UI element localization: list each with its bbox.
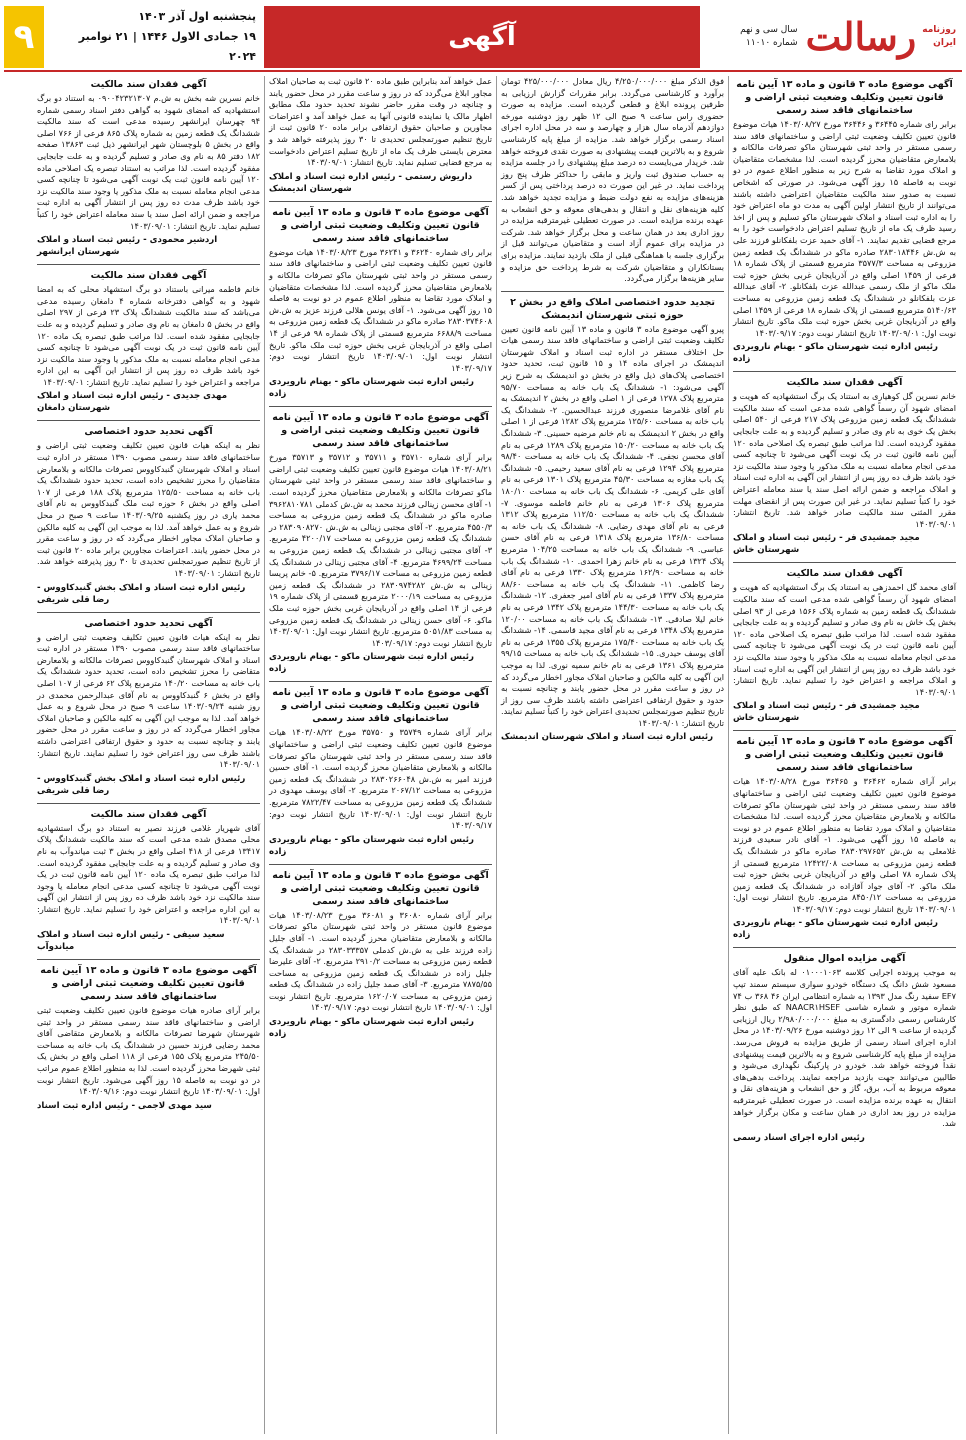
ad-title: آگهی موضوع ماده ۳ قانون و ماده ۱۳ آیین نامه قانون تعیین وتکلیف وضعیت ثبتی اراضی و ساختمانهای فاقد سند رسمی: [736, 79, 953, 116]
ad-block: [37, 808, 260, 953]
ad-body: پیرو آگهی موضوع ماده ۳ قانون و ماده ۱۳ آیین نامه قانون تعیین تکلیف وضعیت ثبتی اراضی و ساختمانهای فاقد سند رسمی هیات حل اختلاف مستقر در اداره ثبت اسناد و املاک شهرستان اندیمشک در اجرای ماده ۱۴ و ۱۵ قانون ثبت، تحدید حدود اختصاصی پلاک‌های ذیل واقع در بخش دو اندیمشک به شرح زیر آگهی می‌شود: ۱- ششدانگ یک باب خانه به مساحت ۹۵/۷۰ مترمربع پلاک ۱۲۷۸ فرعی از ۱ اصلی واقع در بخش ۲ اندیمشک به نام آقای غلامرضا منصوری فرزند عبدالحسین. ۲- ششدانگ یک باب خانه به مساحت ۱۲۵/۶۰ مترمربع پلاک ۱۲۸۲ فرعی از ۱ اصلی واقع در بخش ۲ اندیمشک به نام خانم مرضیه حسینی. ۳- ششدانگ یک باب خانه به مساحت ۱۵۰/۲۰ مترمربع پلاک ۱۲۸۹ فرعی به نام آقای محسن نجفی. ۴- ششدانگ یک باب خانه به مساحت ۹۸/۴۰ مترمربع پلاک ۱۲۹۴ فرعی به نام آقای سعید رحیمی. ۵- ششدانگ یک باب مغازه به مساحت ۴۵/۳۰ مترمربع پلاک ۱۳۰۱ فرعی به نام آقای علی کریمی. ۶- ششدانگ یک باب خانه به مساحت ۱۸۰/۱۰ مترمربع پلاک ۱۳۰۶ فرعی به نام خانم فاطمه موسوی. ۷- ششدانگ یک باب خانه به مساحت ۱۱۲/۵۰ مترمربع پلاک ۱۳۱۲ فرعی به نام آقای مهدی رضایی. ۸- ششدانگ یک باب خانه به مساحت ۱۳۶/۸۰ مترمربع پلاک ۱۳۱۸ فرعی به نام آقای حسن عباسی. ۹- ششدانگ یک باب خانه به مساحت ۱۰۴/۲۵ مترمربع پلاک ۱۳۲۴ فرعی به نام خانم زهرا احمدی. ۱۰- ششدانگ یک باب خانه به مساحت ۱۶۲/۹۰ مترمربع پلاک ۱۳۳۰ فرعی به نام آقای رضا کاظمی. ۱۱- ششدانگ یک باب خانه به مساحت ۸۸/۶۰ مترمربع پلاک ۱۳۳۷ فرعی به نام آقای امیر جعفری. ۱۲- ششدانگ یک باب خانه به مساحت ۱۴۴/۳۰ مترمربع پلاک ۱۳۴۲ فرعی به نام خانم لیلا صادقی. ۱۳- ششدانگ یک باب خانه به مساحت ۱۲۰/۰۰ مترمربع پلاک ۱۳۴۸ فرعی به نام آقای مجید قاسمی. ۱۴- ششدانگ یک باب خانه به مساحت ۱۷۵/۴۰ مترمربع پلاک ۱۳۵۵ فرعی به نام آقای یوسف حیدری. ۱۵- ششدانگ یک باب خانه به مساحت ۹۹/۱۵ مترمربع پلاک ۱۳۶۱ فرعی به نام خانم سمیه نوری. لذا به موجب این آگهی به کلیه مالکین و صاحبان املاک مجاور اخطار می‌گردد که در روز و ساعت مقرر در محل حضور یابند و چنانچه نسبت به حدود و حقوق ارتفاقی اعتراضی داشته باشند ظرف سی روز از تاریخ تنظیم صورتمجلس تحدیدی اعتراض خود را کتباً تسلیم نمایند. تاریخ انتشار: ۱۴۰۳/۰۹/۰۱: [500, 323, 725, 728]
ad-separator: [37, 803, 260, 804]
ad-body: خانم نسرین شه بخش به ش.م ۰۹۰۰۴۲۳۲۱۳۰۷ به استناد دو برگ استشهادیه که امضای شهود به گواهی دفتر اسناد رسمی شماره ۹۴ چهرسان ایرانشهر رسیده مدعی است که سند مالکیت ششدانگ یک قطعه زمین به شماره پلاک ۸۶۵ فرعی از ۷۶۶ اصلی واقع در بخش ۵ بلوچستان شهر ایرانشهر ذیل ثبت ۱۳۸۶۳ صفحه ۱۸۲ دفتر ۸۵ به نام وی صادر و تسلیم گردیده و به علت جابجایی مفقود گردیده است. لذا مراتب به استناد تبصره یک اصلاحی ماده ۱۲۰ آیین نامه قانون ثبت یک نوبت آگهی می‌شود تا چنانچه کسی مدعی انجام معامله نسبت به ملک مذکور یا وجود سند مالکیت نزد خود باشد ظرف مدت ده روز پس از انتشار آگهی به اداره ثبت مراجعه و ضمن ارائه اصل سند یا سند معامله اعتراض خود را کتباً تسلیم نماید. تاریخ انتشار: ۱۴۰۳/۰۹/۰۱: [37, 93, 260, 231]
ad-signature: داریوش رستمی - رئیس اداره ثبت اسناد و املاک شهرستان اندیمشک: [269, 171, 473, 194]
brand-sub: ایران: [933, 38, 956, 48]
ad-separator: [501, 291, 724, 292]
ad-title: تجدید حدود اختصاصی املاک واقع در بخش ۲ حوزه ثبتی شهرستان اندیمشک: [510, 296, 715, 321]
ad-body: فوق الذکر مبلغ ۴/۲۵۰/۰۰۰/۰۰۰ ریال معادل ۴۲۵/۰۰۰/۰۰۰ تومان برآورد و کارشناسی می‌گردد. برابر مقررات گزارش ارزیابی به طرفین پرونده ابلاغ و قطعی گردیده است. مزایده به صورت حضوری راس ساعت ۹ صبح الی ۱۲ ظهر روز دوشنبه مورخه دوازدهم آذرماه سال هزار و چهارصد و سه در محل اداره اجرای اسناد رسمی برگزار خواهد شد. مزایده از مبلغ پایه کارشناسی شروع و به بالاترین قیمت پیشنهادی به صورت نقدی فروخته خواهد شد. خریدار می‌بایست ده درصد مبلغ پیشنهادی را در جلسه مزایده به حساب صندوق ثبت واریز و مابقی را حداکثر ظرف پنج روز پرداخت نماید. در غیر این صورت ده درصد پرداختی پس از کسر هزینه‌های مزایده به نفع دولت ضبط و مزایده تجدید خواهد شد. کلیه هزینه‌های نقل و انتقال و بدهی‌های معوقه و حق انشعاب به عهده برنده مزایده است. در صورت تعطیلی غیرمترقبه مزایده در روز اداری بعد در همان ساعت و محل برگزار خواهد شد. شرکت در مزایده برای عموم آزاد است و متقاضیان می‌توانند قبل از برگزاری جلسه با هماهنگی قبلی از ملک بازدید نمایند. مزایده برای بستانکاران و متقاضیان شرکت به شرط پرداخت حق مزایده و سایر هزینه‌ها برگزار می‌گردد.: [501, 76, 724, 284]
ad-signature: سید مهدی لاجمی - رئیس اداره ثبت اسناد: [37, 1100, 212, 1111]
ad-block: [501, 296, 724, 744]
ad-block: [269, 206, 492, 401]
page-header: [4, 6, 962, 68]
ad-title: آگهی فقدان سند مالکیت: [786, 568, 903, 580]
year-label: سال سی و نهم: [740, 25, 798, 35]
ad-separator: [37, 264, 260, 265]
ad-signature: رئیس اداره ثبت اسناد و املاک شهرستان اندیمشک: [501, 732, 714, 743]
ad-block: [37, 964, 260, 1112]
ad-body: برابر آرای شماره ۳۵۷۴۹ و ۳۵۷۵۰ مورخ ۱۴۰۳/۰۸/۲۲ هیات موضوع قانون تعیین تکلیف وضعیت ثبتی اراضی و ساختمانهای فاقد سند رسمی مستقر در واحد ثبتی شهرستان ماکو تصرفات مالکانه و بلامعارض متقاضیان محرز گردیده است. ۱- آقای حسین فرزند امیر به ش.ش ۲۸۳۰۲۶۶۰۴۸ در ششدانگ یک قطعه زمین مزروعی به مساحت ۲۰۶۷/۱۲ مترمربع. ۲- آقای یوسف مهدوی در ششدانگ یک قطعه زمین مزروعی به مساحت ۷۸۲۲/۴۷ مترمربع. تاریخ انتشار نوبت اول: ۱۴۰۳/۰۹/۰۱ تاریخ انتشار نوبت دوم: ۱۴۰۳/۰۹/۱۷: [269, 727, 493, 831]
column-divider: [496, 76, 497, 1434]
ad-title: آگهی فقدان سند مالکیت: [786, 377, 903, 389]
ad-body: آقای شهریار غلامی فرزند نصیر به استناد دو برگ استشهادیه محلی مصدق شده مدعی است که سند مالکیت ششدانگ پلاک ۱۳۴۱۷ فرعی از ۴۱۸ اصلی واقع در بخش ۳ ثبت میاندوآب به نام وی صادر و تسلیم گردیده و به علت جابجایی مفقود گردیده است. لذا مراتب طبق تبصره یک ماده ۱۲۰ آیین نامه قانون ثبت در یک نوبت آگهی می‌شود تا چنانچه کسی مدعی انجام معامله یا وجود سند مالکیت نزد خود باشد ظرف ده روز پس از انتشار این آگهی به این اداره مراجعه و اعتراض خود را تسلیم نماید. تاریخ انتشار: ۱۴۰۳/۰۹/۰۱: [37, 822, 260, 926]
ad-signature: رئیس اداره اجرای اسناد رسمی: [733, 1132, 865, 1143]
ad-signature: مهدی جدیدی - رئیس اداره ثبت اسناد و املاک شهرستان دامغان: [37, 391, 228, 414]
ad-signature: رئیس اداره ثبت شهرستان ماکو - بهنام نارویردی زاده: [269, 1017, 474, 1040]
ad-column-1: [729, 76, 960, 1434]
ad-signature: رئیس اداره ثبت شهرستان ماکو - بهنام نارویردی زاده: [733, 918, 938, 941]
date-line-1: پنجشنبه اول آذر ۱۴۰۳: [138, 10, 256, 23]
ad-separator: [37, 612, 260, 613]
ad-body: برابر آرای شماره ۳۶۰۸۰ و ۳۶۰۸۱ مورخ ۱۴۰۳/۰۸/۲۳ هیات موضوع قانون مستقر در واحد ثبتی شهرستان ماکو تصرفات مالکانه و بلامعارض متقاضیان محرز گردیده است. ۱- آقای جلیل زاده فرزند علی به ش.ش کدملی ۲۸۳۰۳۳۳۵۷ در ششدانگ یک قطعه زمین مزروعی به مساحت ۲۹۱۰/۲ مترمربع. ۲- آقای علیرضا جلیل زاده در ششدانگ یک قطعه زمین مزروعی به مساحت ۷۸۷۵/۵۵ مترمربع. ۳- آقای صمد جلیل زاده در ششدانگ یک قطعه زمین مزروعی به مساحت ۱۶۲۰/۰۷ مترمربع. تاریخ انتشار نوبت اول: ۱۴۰۳/۰۹/۰۱ تاریخ انتشار نوبت دوم: ۱۴۰۳/۰۹/۱۷: [269, 909, 492, 1013]
ad-body: برابر آرای شماره ۳۶۴۶۲ و ۳۶۴۶۵ مورخ ۱۴۰۳/۰۸/۲۸ هیات موضوع قانون تعیین تکلیف وضعیت ثبتی اراضی و ساختمانهای فاقد سند رسمی مستقر در واحد ثبتی شهرستان ماکو تصرفات مالکانه و بلامعارض متقاضیان محرز گردیده است. لذا مشخصات متقاضیان و املاک مورد تقاضا به منظور اطلاع عموم در دو نوبت به فاصله ۱۵ روز آگهی می‌شود. ۱- آقای نادر سعیدی فرزند غلامعلی به ش.ش ۲۸۳۰۲۹۷۶۵۲ صادره ماکو در ششدانگ یک قطعه زمین مزروعی به مساحت ۱۲۴۲۲/۰۸ مترمربع قسمتی از پلاک شماره ۷۸ اصلی واقع در آذربایجان غربی بخش حوزه ثبت ملک ماکو. ۲- آقای جواد آقازاده در ششدانگ یک قطعه زمین مزروعی به مساحت ۸۴۵۰/۱۲ مترمربع. تاریخ انتشار نوبت اول: ۱۴۰۳/۰۹/۰۱ تاریخ انتشار نوبت دوم: ۱۴۰۳/۰۹/۱۷: [733, 776, 957, 914]
ad-block: [37, 425, 260, 605]
ad-separator: [733, 562, 956, 563]
ad-body: برابر رای شماره ۳۶۴۴۵ و ۳۶۴۴۶ مورخ ۱۴۰۳/۰۸/۲۷ هیات موضوع قانون تعیین تکلیف وضعیت ثبتی اراضی و ساختمانهای فاقد سند رسمی مستقر در واحد ثبتی شهرستان ماکو تصرفات مالکانه و بلامعارض متقاضیان محرز گردیده است. لذا مشخصات متقاضیان و املاک مورد تقاضا به شرح زیر به منظور اطلاع عموم در دو نوبت به فاصله ۱۵ روز آگهی می‌شود. در صورتی که اشخاص نسبت به صدور سند مالکیت متقاضیان اعتراضی داشته باشند می‌توانند از تاریخ انتشار اولین آگهی به مدت دو ماه اعتراض خود را به اداره ثبت اسناد و املاک شهرستان ماکو تسلیم و پس از اخذ رسید ظرف یک ماه از تاریخ تسلیم اعتراض دادخواست خود را به مرجع قضایی تقدیم نمایند. ۱- آقای حمید عزت بلفکانلو فرزند علی به ش.ش ۲۸۳۰۱۸۴۴۶ صادره ماکو در ششدانگ یک قطعه زمین مزروعی به مساحت ۳۵۷۷/۳ مترمربع قسمتی از پلاک شماره ۱۸ فرعی از ۱۴۵۹ اصلی واقع در آذربایجان غربی بخش حوزه ثبت ملک ماکو از ملک رسمی عبدالله عزت بلفکانلو. ۲- آقای عبدالله عزت بلفکانلو در ششدانگ یک قطعه زمین مزروعی به مساحت ۵۱۴۰/۶۳ مترمربع قسمتی از پلاک شماره ۱۸ فرعی از ۱۴۵۹ اصلی واقع در آذربایجان غربی بخش حوزه ثبت ملک ماکو. تاریخ انتشار نوبت اول: ۱۴۰۳/۰۹/۰۱ تاریخ انتشار نوبت دوم: ۱۴۰۳/۰۹/۱۷: [733, 119, 957, 338]
ad-signature: اردشیر محمودی - رئیس ثبت اسناد و املاک شهرستان ایرانشهر: [37, 235, 218, 258]
ad-signature: مجید جمشیدی فر - رئیس ثبت اسناد و املاک شهرستان خاش: [733, 701, 920, 724]
ad-separator: [733, 371, 956, 372]
ad-block: [269, 411, 492, 675]
ad-signature: رئیس اداره ثبت شهرستان ماکو - بهنام نارویردی زاده: [269, 377, 474, 400]
issue-meta: [740, 24, 797, 50]
ad-block: [269, 869, 492, 1040]
brand-small: روزنامه: [922, 25, 956, 35]
ad-title: آگهی موضوع ماده ۳ قانون و ماده ۱۳ آیین نامه قانون تعیین وتکلیف وضعیت ثبتی اراضی و ساختمانهای فاقد سند رسمی: [736, 736, 953, 774]
ad-title: آگهی موضوع ماده ۳ قانون و ماده ۱۳ آیین نامه قانون تعیین وتکلیف وضعیت ثبتی اراضی و ساختمانهای فاقد سند رسمی: [272, 869, 489, 907]
ad-column-3: [265, 76, 496, 1434]
ad-title: آگهی تحدید حدود اختصاصی: [84, 617, 213, 629]
page-number-badge: ۹: [4, 6, 44, 68]
ad-title: آگهی فقدان سند مالکیت: [90, 79, 207, 90]
ad-title: آگهی مزایده اموال منقول: [783, 953, 906, 965]
issue-number: شماره ۱۱۰۱۰: [745, 38, 798, 48]
ad-separator: [269, 201, 492, 202]
ad-block: [501, 76, 724, 285]
ad-title: آگهی موضوع ماده ۳ قانون و ماده ۱۳ آیین نامه قانون تعیین وتکلیف وضعیت ثبتی اراضی و ساختمانهای فاقد سند رسمی: [272, 206, 489, 244]
ad-signature: رئیس اداره ثبت شهرستان ماکو - بهنام نارویردی زاده: [269, 834, 474, 857]
ad-block: [733, 952, 956, 1143]
ad-signature: رئیس اداره ثبت اسناد و املاک بخش گنبدکاووس - رضا قلی شریفی: [37, 582, 246, 605]
brand-block: [700, 6, 962, 68]
ad-title: آگهی تحدید حدود اختصاصی: [84, 426, 213, 438]
ad-block: [269, 686, 492, 857]
ad-body: آقای محمد گل احمدزهی به استناد یک برگ استشهادیه که هویت و امضای شهود آن رسماً گواهی شده مدعی است که سند مالکیت ششدانگ یک قطعه زمین به شماره پلاک ۱۵۶۶ فرعی از ۹۳ اصلی بخش یک خاش به نام وی صادر و تسلیم گردیده و به علت جابجایی مفقود شده است. لذا مراتب طبق تبصره یک اصلاحی ماده ۱۲۰ آیین نامه قانون ثبت در یک نوبت آگهی می‌شود تا چنانچه کسی مدعی انجام معامله نسبت به ملک مذکور یا وجود سند مالکیت نزد خود باشد ظرف ده روز پس از انتشار این آگهی به اداره ثبت اسناد و املاک مراجعه و اعتراض خود را تسلیم نماید. تاریخ انتشار: ۱۴۰۳/۰۹/۰۱: [733, 582, 956, 697]
ad-block: [733, 735, 956, 941]
ad-body: برابر آرای شماره ۳۵۷۱۰ و ۳۵۷۱۱ و ۳۵۷۱۲ و ۳۵۷۱۳ مورخ ۱۴۰۳/۰۸/۲۱ هیات موضوع قانون تعیین تکلیف وضعیت ثبتی اراضی و ساختمانهای فاقد سند رسمی مستقر در واحد ثبتی شهرستان ماکو تصرفات مالکانه و بلامعارض متقاضیان محرز گردیده است. ۱- آقای محسن زینالی فرزند محمد به ش.ش کدملی ۳۹۶۲۸۱۰۷۸۱ صادره ماکو در ششدانگ یک قطعه زمین مزروعی به مساحت ۴۵۵۰/۳ مترمربع. ۲- آقای مجتبی زینالی به ش.ش ۲۸۳۰۹۰۸۲۷۰ در ششدانگ یک قطعه زمین مزروعی به مساحت ۴۲۰۰/۱۷ مترمربع. ۳- آقای مجتبی زینالی در ششدانگ یک قطعه زمین مزروعی به مساحت ۴۶۹۹/۲۴ مترمربع. ۴- آقای مجتبی زینالی در ششدانگ یک قطعه زمین مزروعی به مساحت ۳۷۹۶/۱۷ مترمربع. ۵- خانم پریسا زینالی به ش.ش ۲۸۳۰۹۷۴۲۸۲ در ششدانگ یک قطعه زمین مزروعی به مساحت ۲۰۰۰/۱۹ مترمربع قسمتی از پلاک شماره ۱۹ فرعی از ۱۴ اصلی واقع در آذربایجان غربی بخش حوزه ثبت ملک ماکو. ۶- آقای حسن زینالی در ششدانگ یک قطعه زمین مزروعی به مساحت ۵۰۵۱/۸۳ مترمربع. تاریخ انتشار نوبت اول: ۱۴۰۳/۰۹/۰۱ تاریخ انتشار نوبت دوم: ۱۴۰۳/۰۹/۱۷: [269, 452, 493, 648]
ad-body: نظر به اینکه هیات قانون تعیین تکلیف وضعیت ثبتی اراضی و ساختمانهای فاقد سند رسمی مصوب ۱۳۹۰ مستقر در اداره ثبت اسناد و املاک شهرستان گنبدکاووس تصرفات مالکانه و بلامعارض متقاضی را محرز تشخیص داده است، تحدید حدود ششدانگ یک باب خانه به مساحت ۱۴۰/۲۰ مترمربع پلاک ۶۲ فرعی از ۱۰۷ اصلی واقع در بخش ۶ گنبدکاووس به نام آقای عبدالرحمن محمدی در روز شنبه ۱۴۰۳/۰۹/۲۴ ساعت ۹ صبح در محل شروع و به عمل خواهد آمد. لذا به موجب این آگهی به کلیه مالکین و صاحبان املاک مجاور اخطار می‌گردد که در روز و ساعت مقرر در محل حضور یابند و چنانچه نسبت به حدود و حقوق ارتفاقی اعتراضی داشته باشند ظرف سی روز اعتراض خود را تسلیم نمایند. تاریخ انتشار: ۱۴۰۳/۰۹/۰۱: [37, 631, 260, 770]
date-block: [4, 6, 264, 68]
ad-block: [733, 376, 956, 556]
ad-body: عمل خواهد آمد بنابراین طبق ماده ۲۰ قانون ثبت به صاحبان املاک مجاور ابلاغ می‌گردد که در روز و ساعت مقرر در محل حضور یابند و چنانچه در وقت مقرر حاضر نشوند تحدید حدود ملک مطابق اظهار مالک یا نماینده قانونی آنها به عمل خواهد آمد و اعتراضات مجاورین و صاحبان حقوق ارتفاقی برابر ماده ۲۰ قانون ثبت از تاریخ تنظیم صورتمجلس تحدیدی تا ۳۰ روز پذیرفته خواهد شد و معترض بایستی ظرف یک ماه از تاریخ تسلیم اعتراض دادخواست به مرجع قضایی تسلیم نماید. تاریخ انتشار: ۱۴۰۳/۰۹/۰۱: [269, 76, 493, 168]
ad-separator: [269, 406, 492, 407]
ad-block: [733, 78, 956, 365]
ad-columns: [6, 76, 960, 1434]
ad-body: خانم فاطمه میرانی باستناد دو برگ استشهاد محلی که به امضا شهود و به گواهی دفترخانه شماره ۴ دامغان رسیده مدعی می‌باشد که سند مالکیت ششدانگ پلاک ۲۳ فرعی از ۲۹۷ اصلی واقع در بخش ۵ دامغان به نام وی صادر و تسلیم گردیده و به علت جابجایی مفقود شده است. لذا مراتب طبق تبصره یک ماده ۱۲۰ آیین نامه قانون ثبت در یک نوبت آگهی می‌شود تا چنانچه کسی مدعی انجام معامله نسبت به ملک مذکور یا وجود سند مالکیت نزد خود باشد ظرف ده روز پس از انتشار این آگهی به این اداره مراجعه و اعتراض خود را تسلیم نماید. تاریخ انتشار: ۱۴۰۳/۰۹/۰۱: [37, 284, 260, 387]
ad-separator: [37, 420, 260, 421]
ad-title: آگهی موضوع ماده ۳ قانون و ماده ۱۳ آیین نامه قانون تعیین وتکلیف وضعیت ثبتی اراضی و ساختمانهای فاقد سند رسمی: [272, 687, 489, 725]
date-line-2: ۱۹ جمادی الاول ۱۴۴۶ | ۲۱ نوامبر ۲۰۲۴: [78, 30, 256, 63]
ad-separator: [269, 864, 492, 865]
ad-signature: مجید جمشیدی فر - رئیس ثبت اسناد و املاک شهرستان خاش: [733, 533, 920, 556]
ad-signature: سعید سیفی - رئیس اداره ثبت اسناد و املاک میاندوآب: [37, 930, 225, 953]
ad-title: آگهی موضوع ماده ۳ قانون و ماده ۱۳ آیین نامه قانون تعیین وتکلیف وضعیت ثبتی اراضی و ساختمانهای فاقد سند رسمی: [272, 412, 489, 450]
section-banner: [264, 6, 700, 68]
ad-separator: [37, 959, 260, 960]
date-lines: [44, 7, 264, 67]
ad-title: آگهی فقدان سند مالکیت: [90, 270, 207, 282]
ad-title: آگهی فقدان سند مالکیت: [90, 808, 207, 820]
brand-meta: [922, 24, 956, 50]
ad-separator: [733, 730, 956, 731]
ad-signature: رئیس اداره ثبت شهرستان ماکو - بهنام نارویردی زاده: [733, 342, 938, 365]
ad-block: [733, 567, 956, 724]
ad-separator: [269, 681, 492, 682]
ad-body: نظر به اینکه هیات قانون تعیین تکلیف وضعیت ثبتی اراضی و ساختمانهای فاقد سند رسمی مصوب ۱۳۹۰ مستقر در اداره ثبت اسناد و املاک شهرستان گنبدکاووس تصرفات مالکانه و بلامعارض متقاضیان را محرز تشخیص داده است، تحدید حدود ششدانگ یک باب خانه به مساحت ۱۲۵/۵۰ مترمربع پلاک ۱۸۸ فرعی از ۱۰۷ اصلی واقع در بخش ۶ حوزه ثبت ملک گنبدکاووس به نام آقای محمد یاری در روز یکشنبه ۱۴۰۳/۰۹/۲۵ ساعت ۹ صبح در محل شروع و به عمل خواهد آمد. لذا به موجب این آگهی به کلیه مالکین و صاحبان املاک مجاور اخطار می‌گردد که در روز و ساعت مقرر در محل حضور یابند. اعتراضات مجاورین برابر ماده ۲۰ قانون ثبت از تاریخ تنظیم صورتمجلس تحدیدی تا ۳۰ روز پذیرفته خواهد شد. تاریخ انتشار: ۱۴۰۳/۰۹/۰۱: [37, 440, 261, 578]
ad-block: [269, 76, 492, 195]
ad-column-2: [497, 76, 728, 1434]
ad-block: [37, 617, 260, 797]
header-rule: [4, 70, 962, 72]
ad-block: [37, 78, 260, 258]
ad-body: به موجب پرونده اجرایی کلاسه ۰۱۰۰۰۱۰۶۳ له بانک علیه آقای مسعود شش دانگ یک دستگاه خودرو سواری سیستم سمند تیپ EF۷ سفید رنگ مدل ۱۳۹۳ به شماره انتظامی ایران ۴۶ ۳۶۸ ب ۷۴ شماره موتور و شماره شاسی NAACR۱HSEF که طبق نظر کارشناس رسمی دادگستری به مبلغ ۲/۹۸۰/۰۰۰/۰۰۰ ریال ارزیابی گردیده از ساعت ۹ الی ۱۲ روز دوشنبه مورخ ۱۴۰۳/۰۹/۲۶ در محل اداره اجرای اسناد رسمی از طریق مزایده به فروش می‌رسد. مزایده از مبلغ پایه کارشناسی شروع و به بالاترین قیمت پیشنهادی نقداً فروخته خواهد شد. خودرو در پارکینگ نگهداری می‌شود و طالبین می‌توانند جهت بازدید مراجعه نمایند. پرداخت بدهی‌های معوقه مربوط به آب، برق، گاز و حق انشعاب و هزینه‌های نقل و انتقال به عهده برنده مزایده است. در صورت تعطیلی غیرمترقبه مزایده در روز بعد اداری در همان ساعت و مکان برگزار خواهد شد.: [733, 967, 956, 1129]
ad-column-4: [33, 76, 264, 1434]
ad-body: برابر رای شماره ۳۶۲۴۰ و ۳۶۲۴۱ مورخ ۱۴۰۳/۰۸/۲۳ هیات موضوع قانون تعیین تکلیف وضعیت ثبتی اراضی و ساختمانهای فاقد سند رسمی مستقر در واحد ثبتی شهرستان ماکو تصرفات مالکانه و بلامعارض متقاضیان محرز گردیده است. لذا مشخصات متقاضیان و املاک مورد تقاضا به منظور اطلاع عموم در دو نوبت به فاصله ۱۵ روز آگهی می‌شود. ۱- آقای یونس هلالی فرزند عزیز به ش.ش ۲۸۳۰۳۷۴۶۰۸ صادره ماکو در ششدانگ یک قطعه زمین مزروعی به مساحت ۶۶۸۸/۹ مترمربع قسمتی از پلاک شماره ۹۸ فرعی از ۱۴ اصلی واقع در آذربایجان غربی بخش حوزه ثبت ملک ماکو. تاریخ انتشار نوبت اول: ۱۴۰۳/۰۹/۰۱ تاریخ انتشار نوبت دوم: ۱۴۰۳/۰۹/۱۷: [269, 246, 493, 373]
column-divider: [728, 76, 729, 1434]
newspaper-logo: رسالت: [805, 14, 917, 59]
ad-body: خانم نسرین گل کوهیاری به استناد یک برگ استشهادیه که هویت و امضای شهود آن رسماً گواهی شده مدعی است که سند مالکیت ششدانگ یک قطعه زمین مزروعی پلاک ۲۱۷ فرعی از ۵۴۰ اصلی بخش یک خوی به نام وی صادر و تسلیم گردیده و به علت جابجایی مفقود گردیده است. لذا مراتب طبق تبصره یک اصلاحی ماده ۱۲۰ آیین نامه قانون ثبت در یک نوبت آگهی می‌شود تا چنانچه کسی مدعی انجام معامله نسبت به ملک مذکور یا وجود سند مالکیت نزد خود باشد ظرف ده روز پس از انتشار این آگهی به اداره ثبت اسناد و املاک مراجعه و ضمن ارائه اصل سند یا سند معامله اعتراض خود را کتباً تسلیم نماید. در غیر این صورت پس از انقضای مهلت مقرر المثنی سند مالکیت صادر خواهد شد. تاریخ انتشار: ۱۴۰۳/۰۹/۰۱: [733, 391, 956, 529]
ad-block: [37, 269, 260, 414]
column-divider: [264, 76, 265, 1434]
ad-separator: [733, 947, 956, 948]
ad-signature: رئیس اداره ثبت شهرستان ماکو - بهنام نارویردی زاده: [269, 652, 474, 675]
ad-title: آگهی موضوع ماده ۳ قانون و ماده ۱۳ آیین نامه قانون تعیین تکلیف وضعیت ثبتی اراضی و ساختمانهای فاقد سند رسمی: [40, 965, 257, 1003]
ad-signature: رئیس اداره ثبت اسناد و املاک بخش گنبدکاووس - رضا قلی شریفی: [37, 773, 246, 796]
section-title: آگهی: [448, 22, 516, 52]
ad-body: برابر آرای صادره هیات موضوع قانون تعیین تکلیف وضعیت ثبتی اراضی و ساختمانهای فاقد سند رسمی مستقر در واحد ثبتی شهرستان شهرضا تصرفات مالکانه و بلامعارض متقاضی آقای محمد رضایی فرزند حسین در ششدانگ یک باب خانه به مساحت ۲۴۵/۵۰ مترمربع پلاک ۱۵۵ فرعی از ۱۱۸ اصلی واقع در بخش یک ثبتی شهرضا محرز گردیده است. لذا به منظور اطلاع عموم مراتب در دو نوبت به فاصله ۱۵ روز آگهی می‌شود. تاریخ انتشار نوبت اول: ۱۴۰۳/۰۹/۰۱ تاریخ انتشار نوبت دوم: ۱۴۰۳/۰۹/۱۶: [37, 1005, 260, 1097]
